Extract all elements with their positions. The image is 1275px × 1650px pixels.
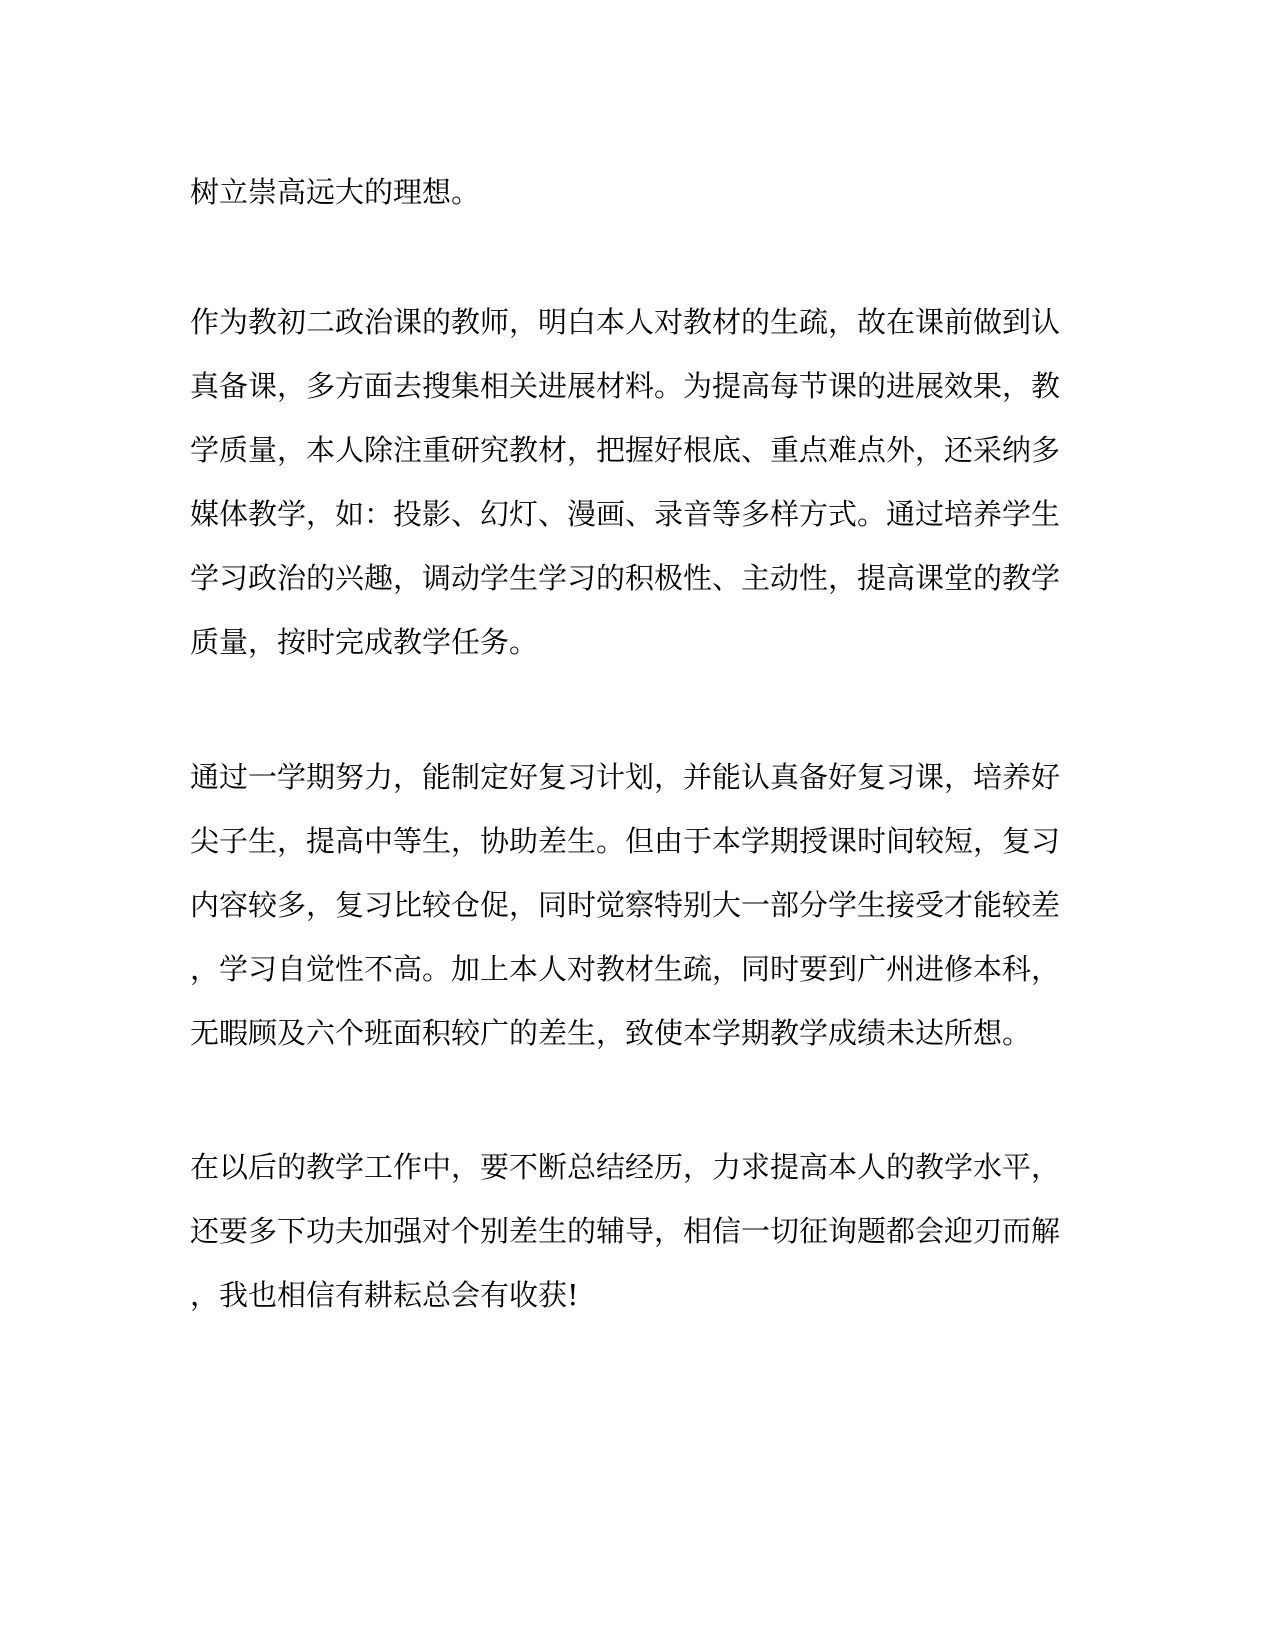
text-line: ，我也相信有耕耘总会有收获! (190, 1278, 579, 1312)
text-line: 无暇顾及六个班面积较广的差生，致使本学期教学成绩未达所想。 (190, 1016, 1032, 1050)
text-line: 通过一学期努力，能制定好复习计划，并能认真备好复习课，培养好 (190, 760, 1061, 794)
paragraph-3 (190, 745, 1080, 1065)
text-line: 内容较多，复习比较仓促，同时觉察特别大一部分学生接受才能较差 (190, 888, 1061, 922)
text-line: 学习政治的兴趣，调动学生学习的积极性、主动性，提高课堂的教学 (190, 561, 1061, 595)
text-line: 学质量，本人除注重研究教材，把握好根底、重点难点外，还采纳多 (190, 433, 1061, 467)
text-line: 还要多下功夫加强对个别差生的辅导，相信一切征询题都会迎刃而解 (190, 1214, 1061, 1248)
text-line: 在以后的教学工作中，要不断总结经历，力求提高本人的教学水平， (190, 1150, 1061, 1184)
paragraph-4 (190, 1135, 1080, 1327)
paragraph-2 (190, 290, 1080, 674)
text-line: 媒体教学，如：投影、幻灯、漫画、录音等多样方式。通过培养学生 (190, 497, 1061, 531)
text-line: 树立崇高远大的理想。 (190, 175, 481, 209)
text-line: 尖子生，提高中等生，协助差生。但由于本学期授课时间较短，复习 (190, 824, 1061, 858)
text-line: 作为教初二政治课的教师，明白本人对教材的生疏，故在课前做到认 (190, 305, 1061, 339)
text-line: 质量，按时完成教学任务。 (190, 625, 539, 659)
text-line: 真备课，多方面去搜集相关进展材料。为提高每节课的进展效果，教 (190, 369, 1061, 403)
text-line: ，学习自觉性不高。加上本人对教材生疏，同时要到广州进修本科， (190, 952, 1061, 986)
paragraph-1 (190, 160, 1080, 224)
